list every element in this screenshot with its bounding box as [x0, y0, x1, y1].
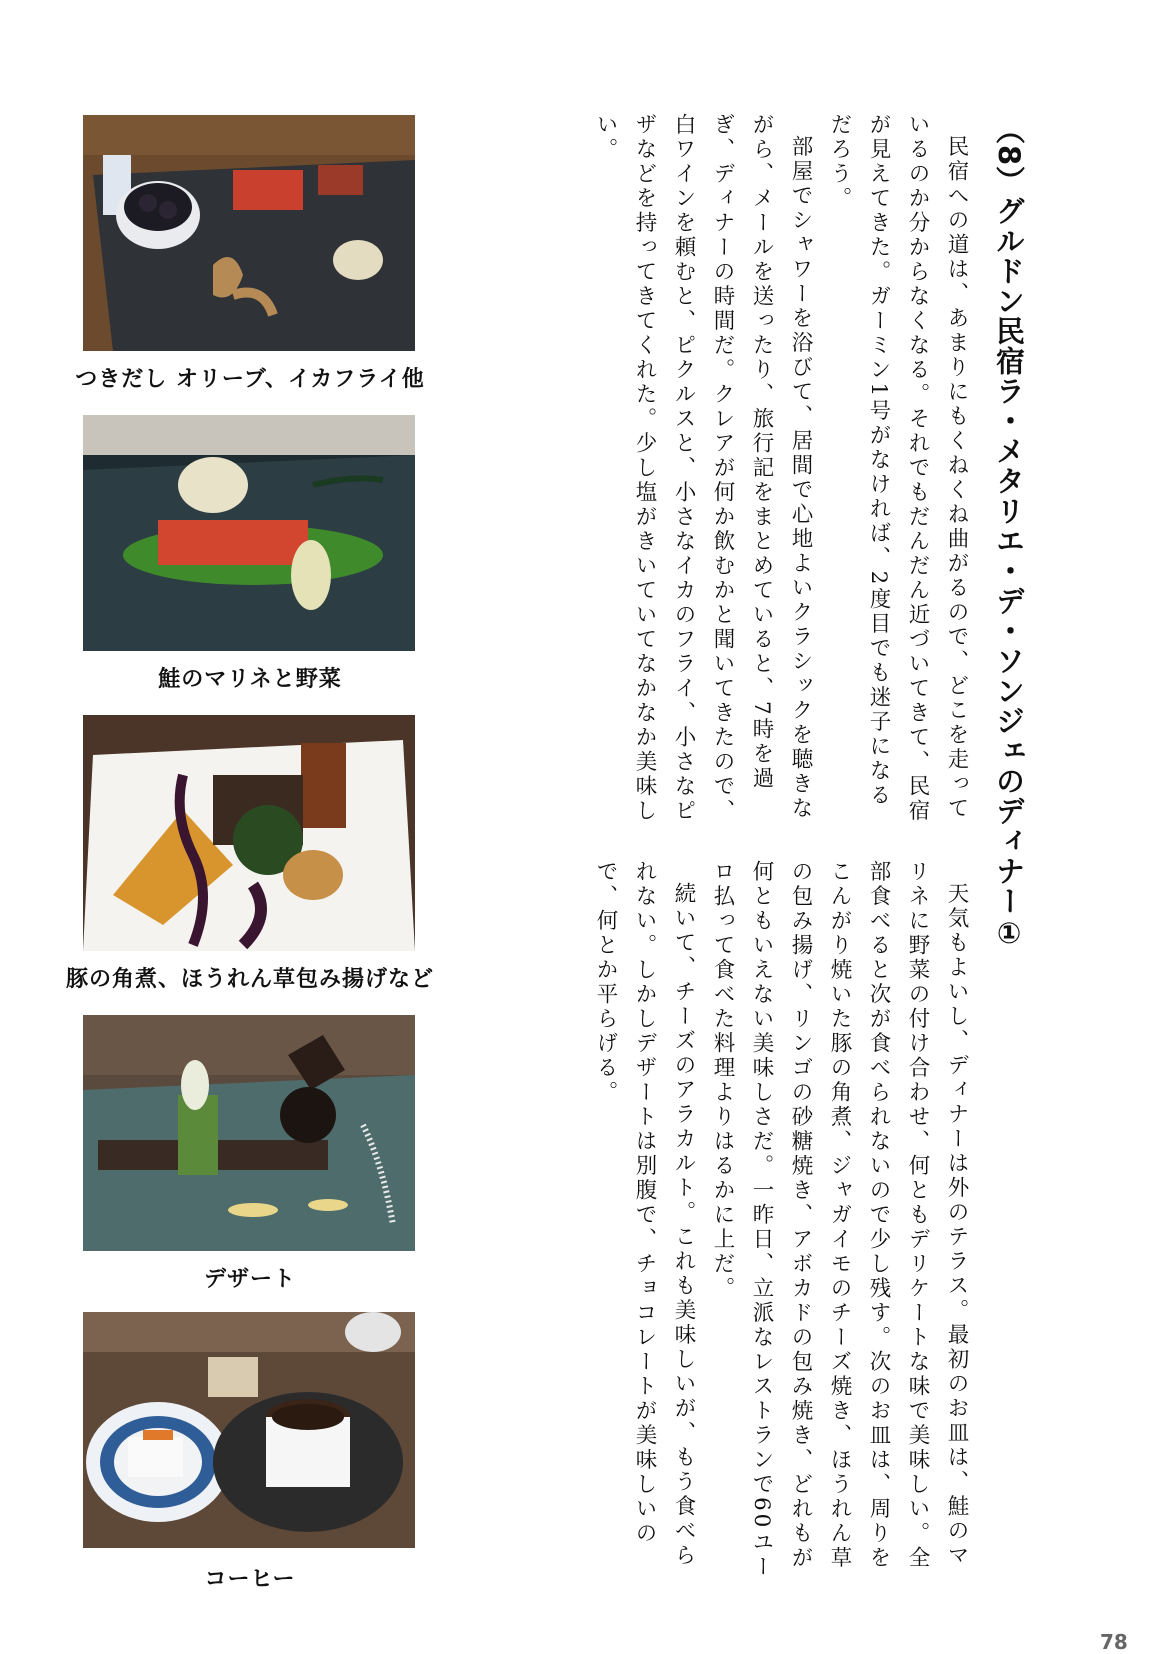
photo-caption: デザート [203, 1267, 296, 1292]
page-number: 78 [1100, 1630, 1128, 1654]
article-heading: （8）グルドン民宿ラ・メタリエ・デ・ソンジェのディナー① [992, 115, 1026, 952]
photo-caption: 豚の角煮、ほうれん草包み揚げなど [65, 967, 434, 992]
photo-caption: コーヒー [204, 1567, 296, 1592]
photo-appetizers [83, 115, 415, 351]
body-text-bottom [536, 860, 976, 1580]
photo-caption: 鮭のマリネと野菜 [158, 667, 342, 692]
body-paragraph: 部屋でシャワーを浴びて、居間で心地よいクラシックを聴きながら、メールを送ったり、旅行記をまとめていると、7時を過ぎ、ディナーの時間だ。クレアが何か飲むかと聞いてきたので、白ワインを頼むと、ピクルスと、小さなイカのフライ、小さなピザなどを持ってきてくれた。少し塩がきいていてなかなか美味しい。 [593, 113, 813, 824]
body-text-top [536, 113, 976, 829]
photo-pork [83, 715, 415, 951]
body-paragraph: 天気もよいし、ディナーは外のテラス。最初のお皿は、鮭のマリネに野菜の付け合わせ、何ともデリケートな味で美味しい。全部食べると次が食べられないので少し残す。次のお皿は、周りをこんがり焼いた豚の角煮、ジャガイモのチーズ焼き、ほうれん草の包み揚げ、リンゴの砂糖焼き、アボカドの包み焼き、どれもが何ともいえない美味しさだ。一昨日、立派なレストランで60ユーロ払って食べた料理よりはるかに上だ。 [710, 860, 969, 1580]
photo-coffee [83, 1312, 415, 1548]
photo-dessert [83, 1015, 415, 1251]
body-paragraph: 続いて、チーズのアラカルト。これも美味しいが、もう食べられない。しかしデザートは別腹で、チョコレートが美味しいので、何とか平らげる。 [593, 860, 696, 1568]
photo-salmon [83, 415, 415, 651]
body-paragraph: 民宿への道は、あまりにもくねくね曲がるので、どこを走っているのか分からなくなる。それでもだんだん近づいてきて、民宿が見えてきた。ガーミン1号がなければ、2度目でも迷子になるだろう。 [827, 113, 969, 824]
photo-caption: つきだし オリーブ、イカフライ他 [75, 367, 425, 392]
